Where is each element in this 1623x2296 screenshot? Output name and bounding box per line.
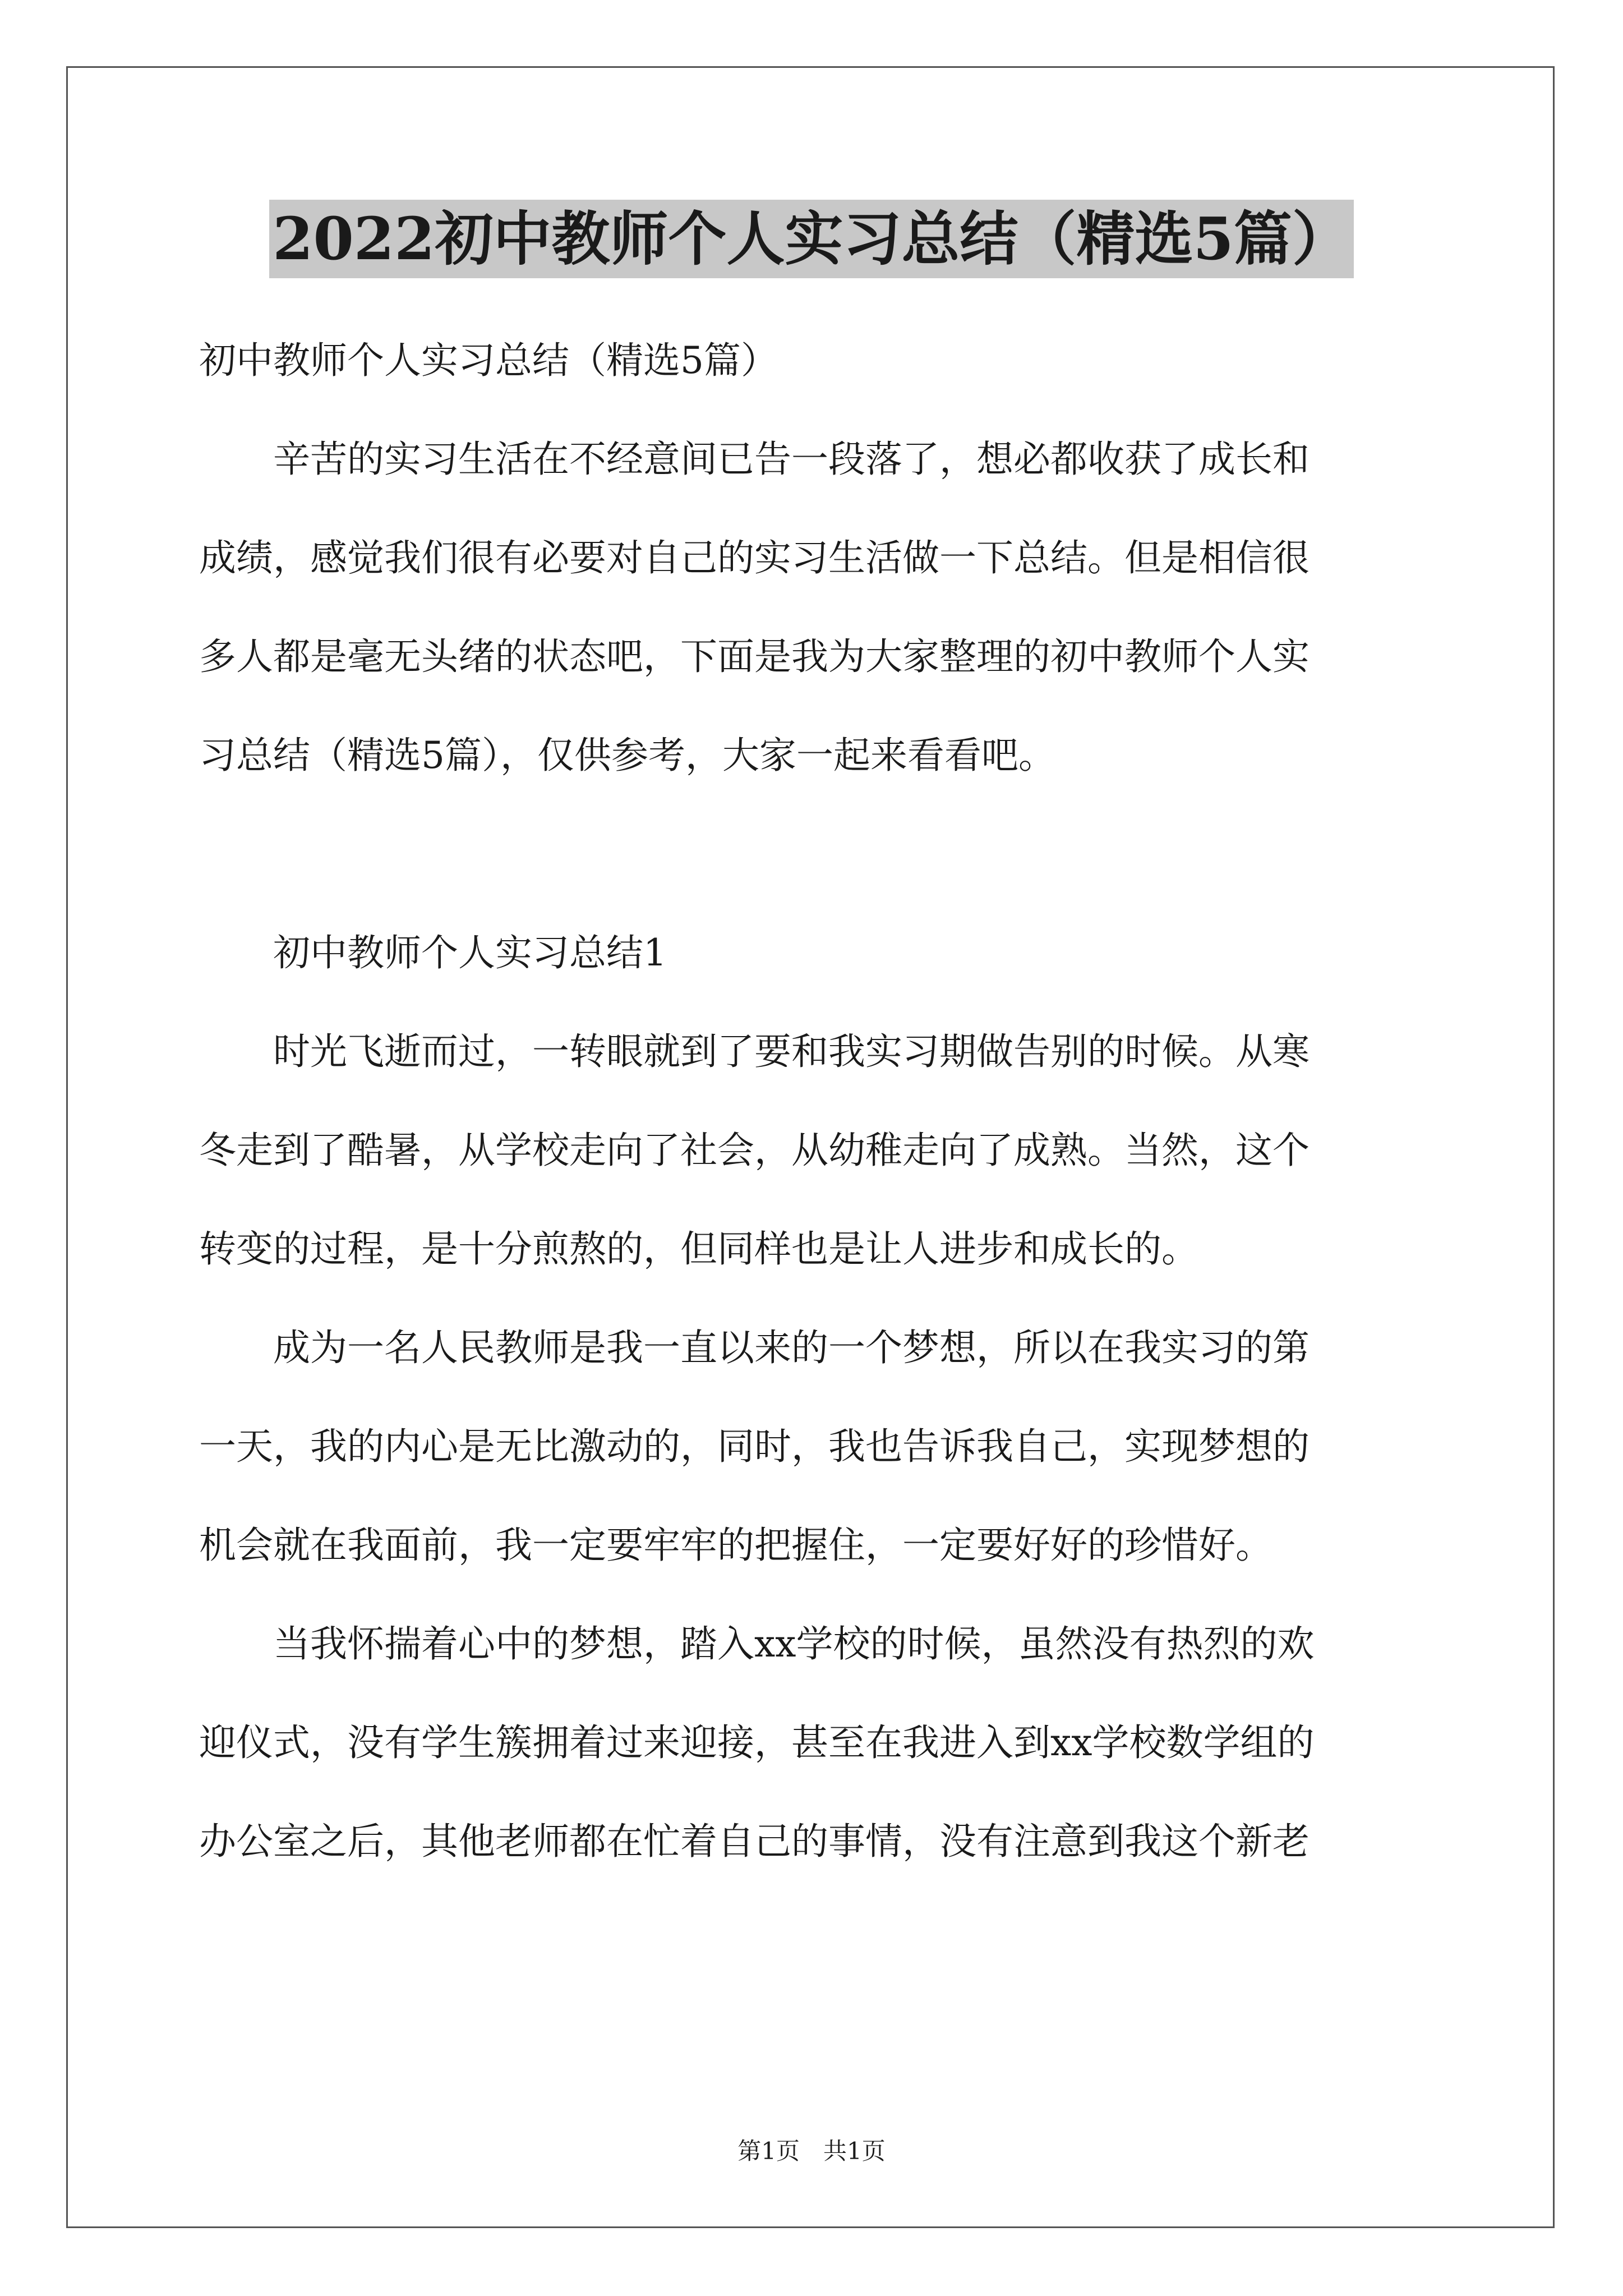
body-line: 时光飞逝而过，一转眼就到了要和我实习期做告别的时候。从寒 bbox=[199, 1030, 1310, 1073]
intro-line: 辛苦的实习生活在不经意间已告一段落了，想必都收获了成长和 bbox=[199, 438, 1310, 481]
body-line: 冬走到了酷暑，从学校走向了社会，从幼稚走向了成熟。当然，这个 bbox=[199, 1129, 1310, 1172]
section-heading: 初中教师个人实习总结1 bbox=[199, 931, 667, 974]
body-line: 迎仪式，没有学生簇拥着过来迎接，甚至在我进入到xx学校数学组的 bbox=[199, 1721, 1315, 1764]
paragraph-spacer bbox=[199, 805, 1427, 904]
intro-line: 成绩，感觉我们很有必要对自己的实习生活做一下总结。但是相信很 bbox=[199, 536, 1310, 579]
intro-line: 习总结（精选5篇），仅供参考，大家一起来看看吧。 bbox=[199, 734, 1055, 777]
document-title: 2022初中教师个人实习总结（精选5篇） bbox=[269, 200, 1354, 278]
document-subtitle: 初中教师个人实习总结（精选5篇） bbox=[199, 339, 778, 382]
body-line: 一天，我的内心是无比激动的，同时，我也告诉我自己，实现梦想的 bbox=[199, 1425, 1310, 1468]
document-body bbox=[199, 311, 1427, 1891]
body-line: 成为一名人民教师是我一直以来的一个梦想，所以在我实习的第 bbox=[199, 1326, 1310, 1369]
body-line: 办公室之后，其他老师都在忙着自己的事情，没有注意到我这个新老 bbox=[199, 1820, 1310, 1863]
body-line: 当我怀揣着心中的梦想，踏入xx学校的时候，虽然没有热烈的欢 bbox=[199, 1622, 1315, 1665]
intro-line: 多人都是毫无头绪的状态吧，下面是我为大家整理的初中教师个人实 bbox=[199, 635, 1310, 678]
body-line: 转变的过程，是十分煎熬的，但同样也是让人进步和成长的。 bbox=[199, 1227, 1198, 1271]
page-footer: 第1页 共1页 bbox=[737, 2137, 886, 2165]
title-container bbox=[0, 200, 1623, 278]
body-line: 机会就在我面前，我一定要牢牢的把握住，一定要好好的珍惜好。 bbox=[199, 1524, 1272, 1567]
